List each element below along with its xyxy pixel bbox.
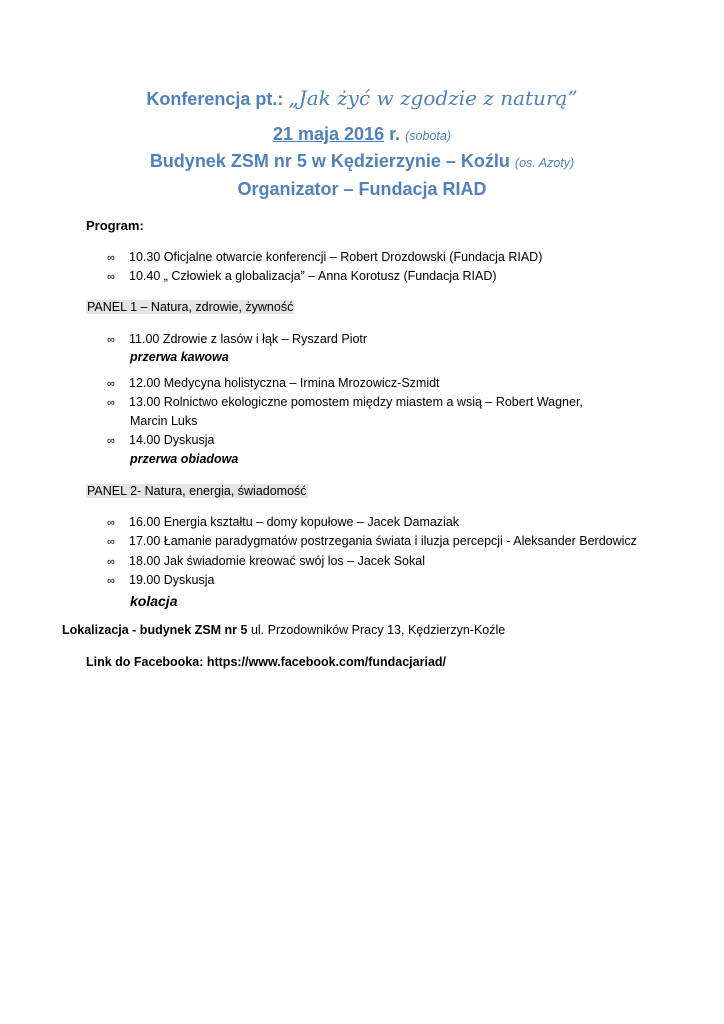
location-label: Lokalizacja - budynek ZSM nr 5 <box>62 623 248 637</box>
date-day: (sobota) <box>405 129 451 143</box>
infinity-bullet-icon: ∞ <box>107 378 115 390</box>
organizer-line: Organizator – Fundacja RIAD <box>237 179 487 199</box>
infinity-bullet-icon: ∞ <box>107 575 115 587</box>
list-item <box>107 534 637 548</box>
list-item-text: 10.30 Oficjalne otwarcie konferencji – Robert Drozdowski (Fundacja RIAD) <box>129 250 543 264</box>
list-item <box>107 395 583 409</box>
list-item-text: 10.40 „ Człowiek a globalizacja” – Anna Korotusz (Fundacja RIAD) <box>129 269 497 283</box>
list-item <box>107 376 440 390</box>
building-line <box>0 151 724 172</box>
list-item <box>107 332 367 346</box>
title-script: „Jak żyć w zgodzie z naturą” <box>288 86 578 110</box>
date-r: r. <box>389 124 401 144</box>
conference-title <box>0 86 724 110</box>
list-item <box>107 573 214 587</box>
list-item-text: 17.00 Łamanie paradygmatów postrzegania świata i iluzja percepcji - Aleksander Berdowicz <box>129 534 637 548</box>
building-note: (os. Azoty) <box>514 156 575 170</box>
infinity-bullet-icon: ∞ <box>107 334 115 346</box>
infinity-bullet-icon: ∞ <box>107 517 115 529</box>
list-item <box>107 515 459 529</box>
list-item-text: 12.00 Medycyna holistyczna – Irmina Mrozowicz-Szmidt <box>129 376 440 390</box>
list-item-text: 14.00 Dyskusja <box>129 433 215 447</box>
infinity-bullet-icon: ∞ <box>107 536 115 548</box>
location-line <box>62 623 505 637</box>
facebook-link[interactable]: Link do Facebooka: https://www.facebook.com/fundacjariad/ <box>86 655 447 669</box>
list-item <box>107 269 497 283</box>
list-item-text: 18.00 Jak świadomie kreować swój los – Jacek Sokal <box>129 554 425 568</box>
list-item <box>107 433 214 447</box>
list-item <box>107 250 542 264</box>
list-item-text: 19.00 Dyskusja <box>129 573 215 587</box>
panel-1-heading: PANEL 1 – Natura, zdrowie, żywność <box>87 300 294 314</box>
infinity-bullet-icon: ∞ <box>107 556 115 568</box>
panel-2-heading: PANEL 2- Natura, energia, świadomość <box>87 484 307 498</box>
lunch-break: przerwa obiadowa <box>130 452 239 466</box>
dinner: kolacja <box>130 593 178 609</box>
infinity-bullet-icon: ∞ <box>107 397 115 409</box>
location-address: ul. Przodowników Pracy 13, Kędzierzyn-Koźle <box>247 623 506 637</box>
list-item-text: 13.00 Rolnictwo ekologiczne pomostem między miastem a wsią – Robert Wagner, <box>129 395 583 409</box>
coffee-break: przerwa kawowa <box>130 350 229 364</box>
title-prefix: Konferencja pt.: <box>146 89 284 109</box>
infinity-bullet-icon: ∞ <box>107 252 115 264</box>
list-item-text: 11.00 Zdrowie z lasów i łąk – Ryszard Piotr <box>129 332 368 346</box>
infinity-bullet-icon: ∞ <box>107 271 115 283</box>
program-label: Program: <box>86 218 144 233</box>
building: Budynek ZSM nr 5 w Kędzierzynie – Koźlu <box>149 151 510 171</box>
list-item <box>107 554 425 568</box>
infinity-bullet-icon: ∞ <box>107 435 115 447</box>
list-item-text: 16.00 Energia kształtu – domy kopułowe – Jacek Damaziak <box>129 515 460 529</box>
date-main: 21 maja 2016 <box>273 124 385 144</box>
date-line <box>0 124 724 145</box>
list-item-continuation: Marcin Luks <box>130 414 198 428</box>
